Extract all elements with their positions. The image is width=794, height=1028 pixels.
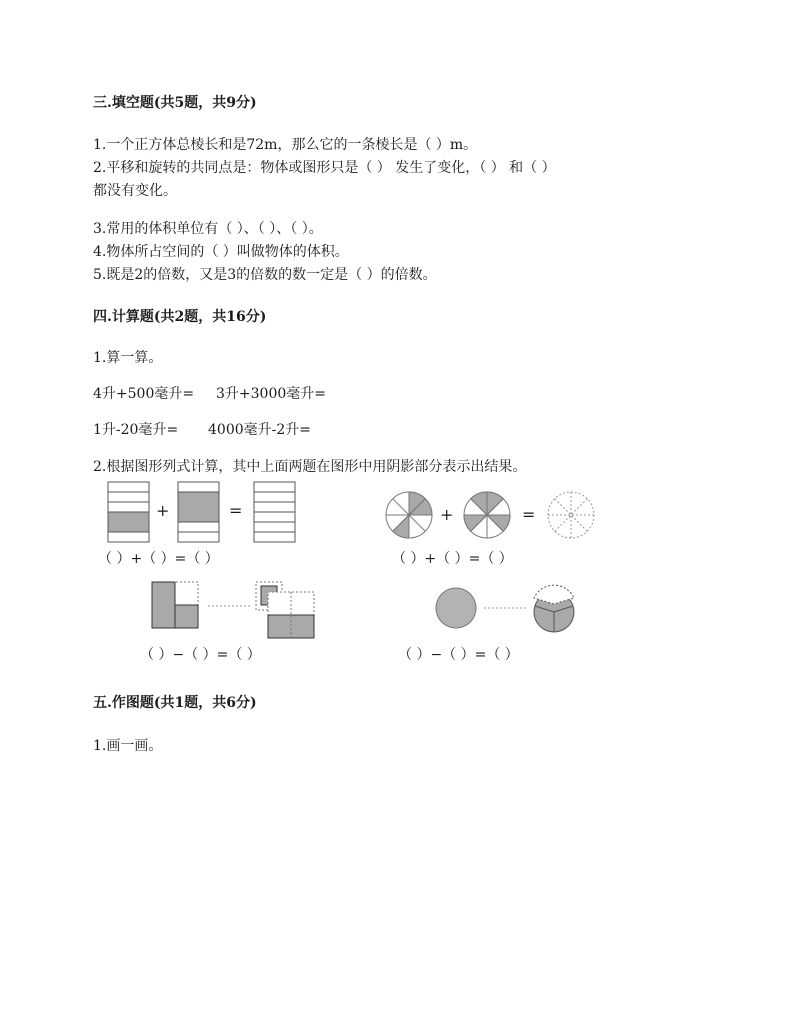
calc-question-2: 2.根据图形列式计算，其中上面两题在图形中用阴影部分表示出结果。: [93, 459, 527, 475]
calc-expr-1b: 3升+3000毫升=: [216, 386, 326, 402]
fill-question-4: 4.物体所占空间的（ ）叫做物体的体积。: [93, 244, 349, 260]
circle-fifths: [534, 585, 574, 632]
fill-question-2-line1: 2.平移和旋转的共同点是：物体或图形只是（ ） 发生了变化，（ ） 和（ ）: [93, 160, 556, 176]
fill-question-3: 3.常用的体积单位有（ ）、（ ）、（ ）。: [93, 221, 323, 237]
circle-eighths-3: [548, 492, 594, 538]
draw-question-1: 1.画一画。: [93, 738, 163, 754]
square-minuend: [152, 582, 198, 628]
plus-sign-2: +: [440, 505, 454, 524]
calc-expr-2b: 4000毫升-2升=: [208, 422, 311, 438]
circle-addition-figure: [385, 491, 597, 541]
equals-sign-2: =: [522, 505, 536, 524]
square-result: [256, 582, 314, 638]
circle-eighths-2: [464, 492, 510, 538]
blank-row-2-right: （ ）−（ ）=（ ）: [398, 647, 519, 663]
rect-strip-3: [254, 482, 295, 542]
plus-sign-1: +: [156, 501, 170, 520]
fill-question-2-line2: 都没有变化。: [93, 183, 177, 199]
fill-question-1: 1.一个正方体总棱长和是72m，那么它的一条棱长是（ ）m。: [93, 137, 478, 153]
blank-row-1-right: （ ）+（ ）=（ ）: [392, 551, 513, 567]
section-4-title: 四.计算题(共2题，共16分): [93, 309, 267, 325]
circle-eighths-1: [386, 492, 432, 538]
section-5-title: 五.作图题(共1题，共6分): [93, 695, 257, 711]
equals-sign-1: =: [229, 501, 243, 520]
circle-subtraction-figure: [434, 582, 580, 636]
calc-question-1: 1.算一算。: [93, 350, 163, 366]
fill-question-5: 5.既是2的倍数，又是3的倍数的数一定是（ ）的倍数。: [93, 267, 437, 283]
full-circle: [436, 588, 476, 628]
rect-strip-1: [108, 482, 149, 542]
section-3-title: 三.填空题(共5题，共9分): [93, 95, 257, 111]
rect-addition-figure: [106, 480, 296, 546]
calc-expr-2a: 1升-20毫升=: [93, 422, 179, 438]
square-subtraction-figure: [150, 578, 320, 640]
blank-row-1-left: （ ）+（ ）=（ ）: [98, 551, 219, 567]
blank-row-2-left: （ ）−（ ）=（ ）: [140, 647, 261, 663]
calc-expr-1a: 4升+500毫升=: [93, 386, 195, 402]
rect-strip-2: [178, 482, 219, 542]
